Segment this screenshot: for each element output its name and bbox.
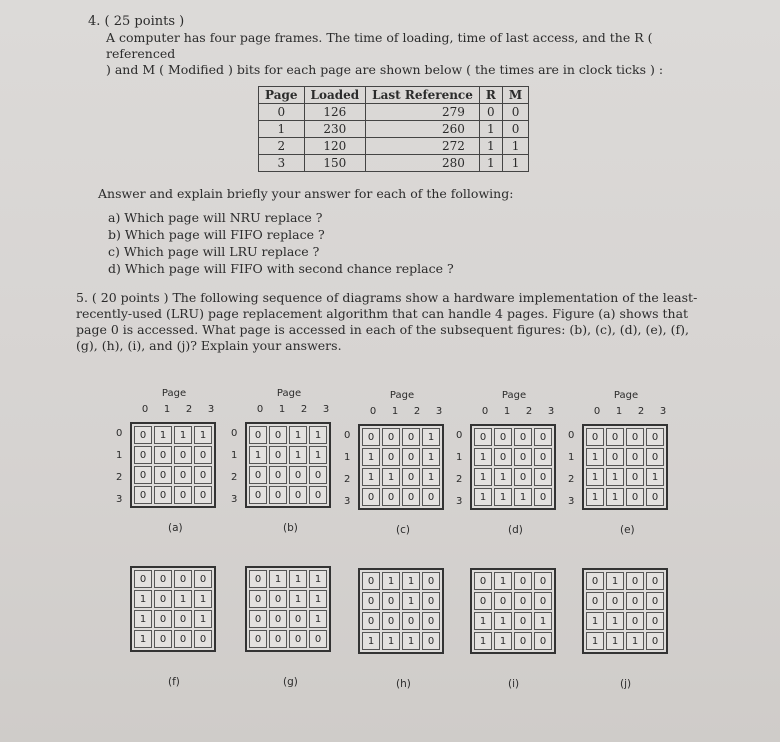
matrix-cell: 0 xyxy=(154,590,172,608)
row-label: 1 xyxy=(231,450,238,461)
matrix-cell: 1 xyxy=(309,570,327,588)
matrix-cell: 1 xyxy=(586,612,604,630)
matrix-cell: 0 xyxy=(269,426,287,444)
row-label: 1 xyxy=(568,452,575,463)
matrix-cell: 0 xyxy=(534,428,552,446)
matrix-cell: 0 xyxy=(249,630,267,648)
lru-matrix-b xyxy=(245,422,331,508)
matrix-cell: 0 xyxy=(362,488,380,506)
matrix-page-header: Page xyxy=(613,390,639,401)
matrix-cell: 1 xyxy=(174,426,192,444)
matrix-cell: 1 xyxy=(494,468,512,486)
matrix-cell: 1 xyxy=(362,632,380,650)
question-4-points: ( 25 points ) xyxy=(104,14,185,29)
cell-loaded: 150 xyxy=(304,155,366,172)
matrix-cell: 1 xyxy=(606,468,624,486)
cell-m: 1 xyxy=(502,138,528,155)
matrix-cell: 0 xyxy=(422,572,440,590)
matrix-cell: 1 xyxy=(134,590,152,608)
row-label: 2 xyxy=(344,474,351,485)
matrix-cell: 0 xyxy=(309,630,327,648)
matrix-cell: 1 xyxy=(606,488,624,506)
matrix-caption: (i) xyxy=(508,678,520,690)
matrix-cell: 1 xyxy=(494,612,512,630)
cell-r: 1 xyxy=(479,138,502,155)
matrix-caption: (b) xyxy=(283,522,298,534)
matrix-cell: 0 xyxy=(514,612,532,630)
matrix-cell: 0 xyxy=(514,572,532,590)
matrix-cell: 1 xyxy=(606,632,624,650)
lru-matrix-j xyxy=(582,568,668,654)
matrix-page-header: Page xyxy=(389,390,415,401)
column-label: 2 xyxy=(637,406,645,417)
row-label: 2 xyxy=(116,472,123,483)
cell-last-reference: 260 xyxy=(366,121,480,138)
matrix-cell: 1 xyxy=(474,612,492,630)
column-label: 2 xyxy=(525,406,533,417)
matrix-cell: 0 xyxy=(362,428,380,446)
matrix-cell: 0 xyxy=(402,428,420,446)
matrix-cell: 1 xyxy=(494,572,512,590)
matrix-column-labels xyxy=(586,406,674,417)
question-4-number: 4. xyxy=(88,14,101,29)
column-label: 0 xyxy=(593,406,601,417)
row-label: 1 xyxy=(456,452,463,463)
lru-matrix-h xyxy=(358,568,444,654)
matrix-cell: 0 xyxy=(534,572,552,590)
matrix-cell: 0 xyxy=(494,428,512,446)
matrix-cell: 0 xyxy=(174,570,192,588)
question-5-line-4: (g), (h), (i), and (j)? Explain your answers. xyxy=(76,338,342,353)
column-label: 3 xyxy=(322,404,330,415)
matrix-cell: 0 xyxy=(154,610,172,628)
matrix-cell: 0 xyxy=(174,486,192,504)
matrix-cell: 0 xyxy=(174,446,192,464)
row-label: 1 xyxy=(344,452,351,463)
question-4-heading xyxy=(88,14,184,29)
matrix-cell: 1 xyxy=(134,630,152,648)
matrix-cell: 1 xyxy=(474,468,492,486)
question-4-line-2: ) and M ( Modified ) bits for each page are shown below ( the times are in clock ticks ) : xyxy=(106,62,664,77)
lru-matrix-g xyxy=(245,566,331,652)
matrix-cell: 0 xyxy=(309,466,327,484)
matrix-caption: (a) xyxy=(168,522,183,534)
row-label: 0 xyxy=(344,430,351,441)
matrix-cell: 0 xyxy=(402,448,420,466)
row-label: 0 xyxy=(231,428,238,439)
column-label: 3 xyxy=(547,406,555,417)
lru-matrix-d xyxy=(470,424,556,510)
row-label: 3 xyxy=(116,494,123,505)
cell-r: 1 xyxy=(479,155,502,172)
matrix-cell: 0 xyxy=(194,570,212,588)
matrix-cell: 0 xyxy=(362,592,380,610)
matrix-cell: 0 xyxy=(269,630,287,648)
matrix-cell: 0 xyxy=(586,592,604,610)
matrix-cell: 0 xyxy=(289,610,307,628)
matrix-column-labels xyxy=(474,406,562,417)
cell-last-reference: 280 xyxy=(366,155,480,172)
col-header-r: R xyxy=(479,87,502,104)
matrix-cell: 0 xyxy=(534,448,552,466)
matrix-cell: 0 xyxy=(249,486,267,504)
column-label: 0 xyxy=(141,404,149,415)
matrix-cell: 1 xyxy=(586,488,604,506)
matrix-cell: 0 xyxy=(194,630,212,648)
matrix-cell: 0 xyxy=(586,572,604,590)
matrix-cell: 0 xyxy=(154,466,172,484)
cell-loaded: 126 xyxy=(304,104,366,121)
matrix-row-labels xyxy=(568,425,574,513)
table-row xyxy=(259,155,529,172)
matrix-cell: 0 xyxy=(474,592,492,610)
row-label: 1 xyxy=(116,450,123,461)
col-header-last-reference: Last Reference xyxy=(366,87,480,104)
matrix-cell: 0 xyxy=(606,428,624,446)
page-table-header-row xyxy=(259,87,529,104)
matrix-cell: 0 xyxy=(134,486,152,504)
row-label: 0 xyxy=(116,428,123,439)
matrix-cell: 0 xyxy=(534,488,552,506)
matrix-cell: 0 xyxy=(362,612,380,630)
matrix-cell: 0 xyxy=(289,486,307,504)
matrix-cell: 1 xyxy=(309,426,327,444)
matrix-column-labels xyxy=(249,404,337,415)
matrix-cell: 0 xyxy=(174,630,192,648)
matrix-cell: 1 xyxy=(194,426,212,444)
cell-last-reference: 279 xyxy=(366,104,480,121)
matrix-cell: 0 xyxy=(514,428,532,446)
matrix-cell: 0 xyxy=(382,448,400,466)
matrix-cell: 0 xyxy=(134,446,152,464)
matrix-cell: 1 xyxy=(514,488,532,506)
cell-r: 0 xyxy=(479,104,502,121)
matrix-cell: 0 xyxy=(626,592,644,610)
matrix-cell: 0 xyxy=(422,632,440,650)
matrix-cell: 1 xyxy=(309,446,327,464)
matrix-column-labels xyxy=(134,404,222,415)
matrix-cell: 0 xyxy=(249,426,267,444)
matrix-cell: 0 xyxy=(402,468,420,486)
matrix-cell: 1 xyxy=(402,632,420,650)
matrix-cell: 0 xyxy=(269,446,287,464)
matrix-cell: 0 xyxy=(249,466,267,484)
matrix-cell: 1 xyxy=(289,570,307,588)
matrix-cell: 0 xyxy=(474,572,492,590)
matrix-cell: 1 xyxy=(494,632,512,650)
matrix-caption: (h) xyxy=(396,678,411,690)
matrix-cell: 0 xyxy=(626,428,644,446)
matrix-cell: 1 xyxy=(309,590,327,608)
question-4-text xyxy=(106,30,706,78)
matrix-cell: 0 xyxy=(494,592,512,610)
matrix-cell: 0 xyxy=(534,468,552,486)
row-label: 2 xyxy=(231,472,238,483)
column-label: 0 xyxy=(256,404,264,415)
matrix-cell: 0 xyxy=(194,486,212,504)
matrix-cell: 0 xyxy=(606,592,624,610)
cell-last-reference: 272 xyxy=(366,138,480,155)
matrix-cell: 1 xyxy=(646,468,664,486)
matrix-cell: 0 xyxy=(534,592,552,610)
matrix-cell: 0 xyxy=(626,572,644,590)
matrix-row-labels xyxy=(344,425,350,513)
matrix-cell: 1 xyxy=(249,446,267,464)
matrix-cell: 0 xyxy=(289,630,307,648)
col-header-page: Page xyxy=(259,87,305,104)
matrix-cell: 1 xyxy=(134,610,152,628)
matrix-cell: 0 xyxy=(534,632,552,650)
cell-page: 2 xyxy=(259,138,305,155)
row-label: 0 xyxy=(456,430,463,441)
lru-matrix-a xyxy=(130,422,216,508)
matrix-cell: 0 xyxy=(134,426,152,444)
lru-matrix-e xyxy=(582,424,668,510)
matrix-page-header: Page xyxy=(276,388,302,399)
cell-page: 1 xyxy=(259,121,305,138)
column-label: 1 xyxy=(391,406,399,417)
cell-m: 0 xyxy=(502,104,528,121)
matrix-cell: 0 xyxy=(494,448,512,466)
matrix-cell: 1 xyxy=(174,590,192,608)
column-label: 1 xyxy=(278,404,286,415)
matrix-caption: (c) xyxy=(396,524,410,536)
matrix-cell: 0 xyxy=(289,466,307,484)
matrix-cell: 0 xyxy=(249,570,267,588)
column-label: 0 xyxy=(481,406,489,417)
matrix-cell: 0 xyxy=(174,610,192,628)
question-5-text xyxy=(76,290,706,354)
column-label: 2 xyxy=(185,404,193,415)
row-label: 3 xyxy=(456,496,463,507)
row-label: 3 xyxy=(568,496,575,507)
matrix-cell: 1 xyxy=(362,468,380,486)
matrix-cell: 0 xyxy=(309,486,327,504)
sub-question-c: c) Which page will LRU replace ? xyxy=(108,244,320,259)
matrix-cell: 0 xyxy=(626,612,644,630)
matrix-cell: 1 xyxy=(382,468,400,486)
matrix-cell: 0 xyxy=(422,488,440,506)
matrix-cell: 0 xyxy=(646,592,664,610)
matrix-cell: 1 xyxy=(586,632,604,650)
matrix-cell: 1 xyxy=(362,448,380,466)
matrix-cell: 1 xyxy=(194,590,212,608)
cell-page: 3 xyxy=(259,155,305,172)
matrix-cell: 0 xyxy=(382,612,400,630)
matrix-cell: 0 xyxy=(402,488,420,506)
matrix-row-labels xyxy=(231,423,237,511)
matrix-cell: 0 xyxy=(154,630,172,648)
matrix-cell: 1 xyxy=(422,468,440,486)
matrix-cell: 0 xyxy=(402,612,420,630)
matrix-cell: 0 xyxy=(174,466,192,484)
matrix-cell: 0 xyxy=(626,488,644,506)
matrix-cell: 0 xyxy=(269,610,287,628)
matrix-cell: 0 xyxy=(474,428,492,446)
matrix-cell: 0 xyxy=(382,592,400,610)
matrix-cell: 0 xyxy=(646,448,664,466)
column-label: 1 xyxy=(615,406,623,417)
matrix-cell: 1 xyxy=(382,572,400,590)
column-label: 1 xyxy=(163,404,171,415)
table-row xyxy=(259,138,529,155)
question-5-line-3: page 0 is accessed. What page is accessed in each of the subsequent figures: (b), (c), (d), (e), (f), xyxy=(76,322,689,337)
matrix-cell: 0 xyxy=(646,428,664,446)
table-row xyxy=(259,104,529,121)
matrix-cell: 1 xyxy=(474,632,492,650)
matrix-cell: 0 xyxy=(134,466,152,484)
matrix-cell: 0 xyxy=(269,486,287,504)
matrix-caption: (g) xyxy=(283,676,298,688)
matrix-cell: 1 xyxy=(534,612,552,630)
matrix-cell: 1 xyxy=(626,632,644,650)
matrix-cell: 1 xyxy=(402,592,420,610)
page-table xyxy=(258,86,529,172)
cell-m: 1 xyxy=(502,155,528,172)
matrix-cell: 0 xyxy=(422,592,440,610)
question-5-line-1: 5. ( 20 points ) The following sequence of diagrams show a hardware implementation of the least- xyxy=(76,290,698,305)
matrix-page-header: Page xyxy=(161,388,187,399)
row-label: 0 xyxy=(568,430,575,441)
matrix-cell: 1 xyxy=(586,468,604,486)
row-label: 2 xyxy=(568,474,575,485)
matrix-cell: 0 xyxy=(646,572,664,590)
matrix-cell: 1 xyxy=(402,572,420,590)
matrix-cell: 1 xyxy=(269,570,287,588)
matrix-caption: (e) xyxy=(620,524,635,536)
matrix-cell: 1 xyxy=(474,448,492,466)
column-label: 1 xyxy=(503,406,511,417)
matrix-cell: 0 xyxy=(194,446,212,464)
table-row xyxy=(259,121,529,138)
cell-r: 1 xyxy=(479,121,502,138)
matrix-cell: 1 xyxy=(309,610,327,628)
matrix-cell: 0 xyxy=(646,488,664,506)
matrix-cell: 0 xyxy=(626,468,644,486)
matrix-cell: 0 xyxy=(586,428,604,446)
matrix-cell: 1 xyxy=(289,426,307,444)
question-4-line-1: A computer has four page frames. The time of loading, time of last access, and the R ( referenced xyxy=(106,30,653,61)
column-label: 3 xyxy=(207,404,215,415)
matrix-column-labels xyxy=(362,406,450,417)
matrix-cell: 1 xyxy=(494,488,512,506)
matrix-cell: 1 xyxy=(382,632,400,650)
matrix-cell: 0 xyxy=(606,448,624,466)
column-label: 3 xyxy=(659,406,667,417)
matrix-row-labels xyxy=(116,423,122,511)
matrix-cell: 1 xyxy=(422,448,440,466)
matrix-row-labels xyxy=(456,425,462,513)
matrix-cell: 1 xyxy=(194,610,212,628)
matrix-caption: (d) xyxy=(508,524,523,536)
matrix-cell: 0 xyxy=(154,446,172,464)
matrix-cell: 0 xyxy=(134,570,152,588)
matrix-cell: 0 xyxy=(382,488,400,506)
matrix-cell: 1 xyxy=(422,428,440,446)
matrix-cell: 0 xyxy=(422,612,440,630)
matrix-cell: 0 xyxy=(249,590,267,608)
matrix-cell: 1 xyxy=(606,612,624,630)
matrix-cell: 1 xyxy=(586,448,604,466)
matrix-cell: 0 xyxy=(646,632,664,650)
matrix-cell: 0 xyxy=(362,572,380,590)
row-label: 3 xyxy=(231,494,238,505)
matrix-page-header: Page xyxy=(501,390,527,401)
matrix-cell: 0 xyxy=(249,610,267,628)
lru-matrix-c xyxy=(358,424,444,510)
row-label: 3 xyxy=(344,496,351,507)
matrix-cell: 0 xyxy=(154,570,172,588)
column-label: 0 xyxy=(369,406,377,417)
question-5-line-2: recently-used (LRU) page replacement algorithm that can handle 4 pages. Figure (a) shows that xyxy=(76,306,689,321)
matrix-cell: 0 xyxy=(514,468,532,486)
sub-question-a: a) Which page will NRU replace ? xyxy=(108,210,323,225)
matrix-cell: 1 xyxy=(154,426,172,444)
matrix-cell: 0 xyxy=(382,428,400,446)
matrix-cell: 0 xyxy=(269,466,287,484)
matrix-caption: (j) xyxy=(620,678,632,690)
row-label: 2 xyxy=(456,474,463,485)
matrix-cell: 0 xyxy=(154,486,172,504)
matrix-cell: 0 xyxy=(514,448,532,466)
matrix-caption: (f) xyxy=(168,676,180,688)
lru-matrix-f xyxy=(130,566,216,652)
matrix-cell: 0 xyxy=(514,632,532,650)
matrix-cell: 1 xyxy=(289,590,307,608)
answer-prompt: Answer and explain briefly your answer for each of the following: xyxy=(98,186,514,201)
cell-loaded: 120 xyxy=(304,138,366,155)
cell-page: 0 xyxy=(259,104,305,121)
matrix-cell: 1 xyxy=(606,572,624,590)
lru-matrix-i xyxy=(470,568,556,654)
sub-question-d: d) Which page will FIFO with second chance replace ? xyxy=(108,261,454,276)
matrix-cell: 0 xyxy=(514,592,532,610)
col-header-m: M xyxy=(502,87,528,104)
sub-question-b: b) Which page will FIFO replace ? xyxy=(108,227,325,242)
col-header-loaded: Loaded xyxy=(304,87,366,104)
cell-loaded: 230 xyxy=(304,121,366,138)
matrix-cell: 0 xyxy=(194,466,212,484)
matrix-cell: 1 xyxy=(289,446,307,464)
column-label: 2 xyxy=(300,404,308,415)
matrix-cell: 0 xyxy=(626,448,644,466)
column-label: 2 xyxy=(413,406,421,417)
matrix-cell: 1 xyxy=(474,488,492,506)
cell-m: 0 xyxy=(502,121,528,138)
column-label: 3 xyxy=(435,406,443,417)
matrix-cell: 0 xyxy=(269,590,287,608)
matrix-cell: 0 xyxy=(646,612,664,630)
